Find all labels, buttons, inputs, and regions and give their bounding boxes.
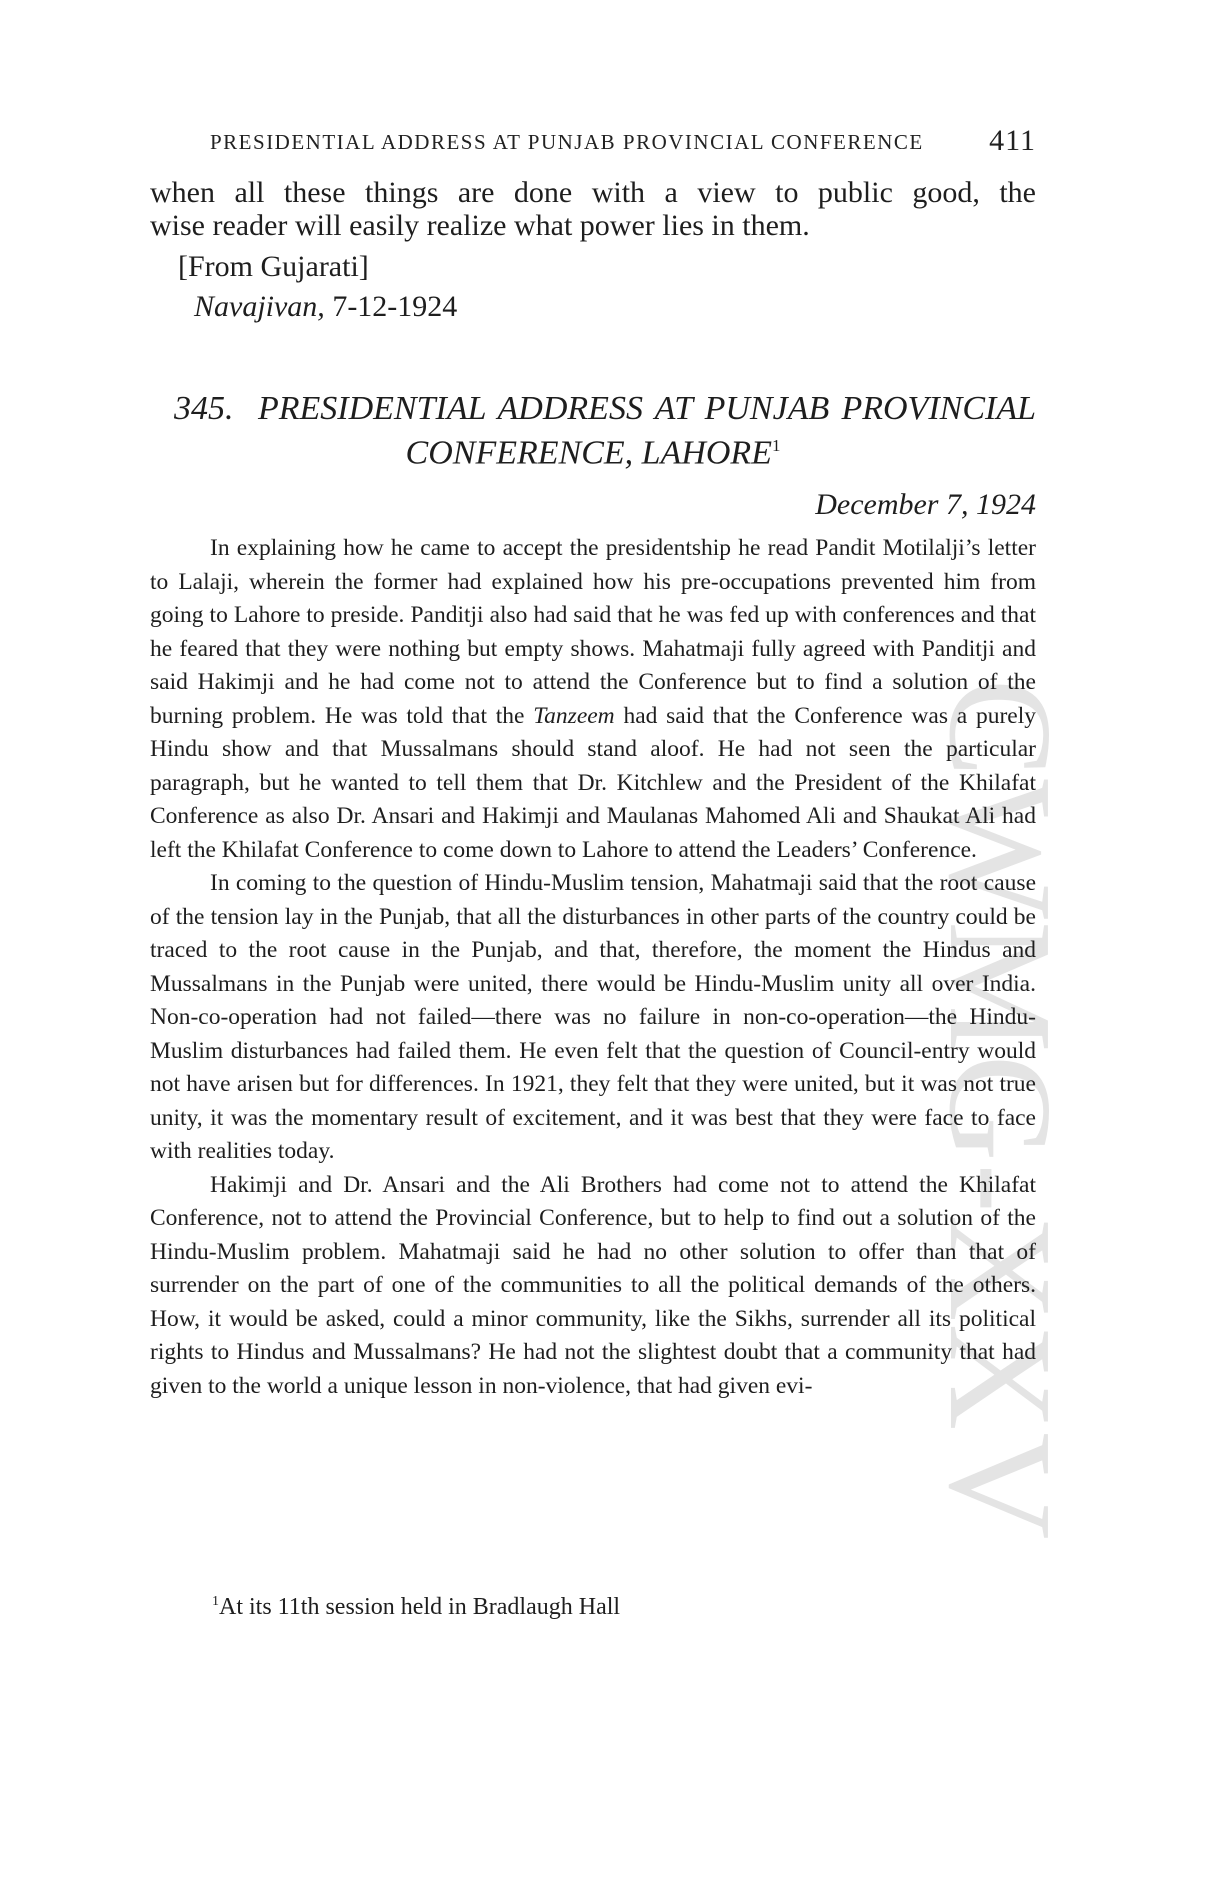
paragraph-2: In coming to the question of Hindu-Muslim tension, Mahatmaji said that the root cause of the tension lay in the Punjab, that all the disturbances in other parts of the country could be traced to the root cause in the Punjab, and that, therefore, the moment the Hindus and Mussalmans in the Punjab were united, there would be Hindu-Muslim unity all over India. Non-co-operation had not failed—there was no failure in non-co-operation—the Hindu-Muslim disturbances had failed them. He even felt that the question of Council-entry would not have arisen but for differences. In 1921, they felt that they were united, but it was not true unity, it was the momentary result of excitement, and it was best that they were face to face with realities today. [150, 870, 1036, 1164]
article-title-text-1: PRESIDENTIAL ADDRESS AT PUNJAB PROVINCIAL [257, 390, 1037, 427]
article-body [150, 532, 1036, 1403]
article-title-line-1 [150, 390, 1036, 427]
source-language: [From Gujarati] [178, 250, 369, 283]
previous-text-line-2: wise reader will easily realize what power lies in them. [150, 209, 810, 242]
article-number: 345. [174, 390, 234, 427]
citation-date: 7-12-1924 [332, 290, 458, 323]
running-header [210, 124, 1036, 157]
footnote-number: 1 [212, 1594, 219, 1609]
paragraph-3: Hakimji and Dr. Ansari and the Ali Brothers had come not to attend the Khilafat Conference, not to attend the Provincial Conference, but to help to find out a solution of the Hindu-Muslim problem. Mahatmaji said he had no other solution to offer than that of surrender on the part of one of the communities to all the political demands of the others. How, it would be asked, could a minor community, like the Sikhs, surrender all its political rights to Hindus and Mussalmans? He had not the slightest doubt that a community that had given to the world a unique lesson in non-violence, that had given evi- [150, 1171, 1036, 1399]
page-number: 411 [989, 124, 1036, 157]
article-title-line-2 [150, 427, 1036, 471]
article-title-text-2: CONFERENCE, LAHORE [405, 434, 772, 472]
footnote [212, 1594, 620, 1621]
previous-article-ending [150, 176, 1036, 242]
citation-publication: Navajivan, [194, 290, 325, 323]
footnote-marker: 1 [771, 436, 781, 455]
source-citation [194, 290, 457, 324]
footnote-text: At its 11th session held in Bradlaugh Hall [219, 1594, 621, 1620]
paragraph-1: In explaining how he came to accept the presidentship he read Pandit Motilalji’s letter to Lalaji, wherein the former had explained how his pre-occupations prevented him from going to Lahore to preside. Panditji also had said that he was fed up with conferences and that he feared that they were nothing but empty shows. Mahatmaji fully agreed with Panditji and said Hakimji and he had come not to attend the Conference but to find a solution of the burning problem. He was told that the Tanzeem had said that the Conference was a purely Hindu show and that Mussalmans should stand aloof. He had not seen the particular paragraph, but he wanted to tell them that Dr. Kitchlew and the President of the Khilafat Conference as also Dr. Ansari and Hakimji and Maulanas Mahomed Ali and Shaukat Ali had left the Khilafat Conference to come down to Lahore to attend the Leaders’ Conference. [150, 535, 1036, 863]
article-date: December 7, 1924 [815, 488, 1036, 521]
watermark-text: CWMG-XXV [918, 678, 1082, 1542]
running-title: PRESIDENTIAL ADDRESS AT PUNJAB PROVINCIAL CONFERENCE [210, 130, 924, 154]
article-title [150, 390, 1036, 471]
previous-text-line-1: when all these things are done with a view to public good, the [150, 176, 1036, 209]
